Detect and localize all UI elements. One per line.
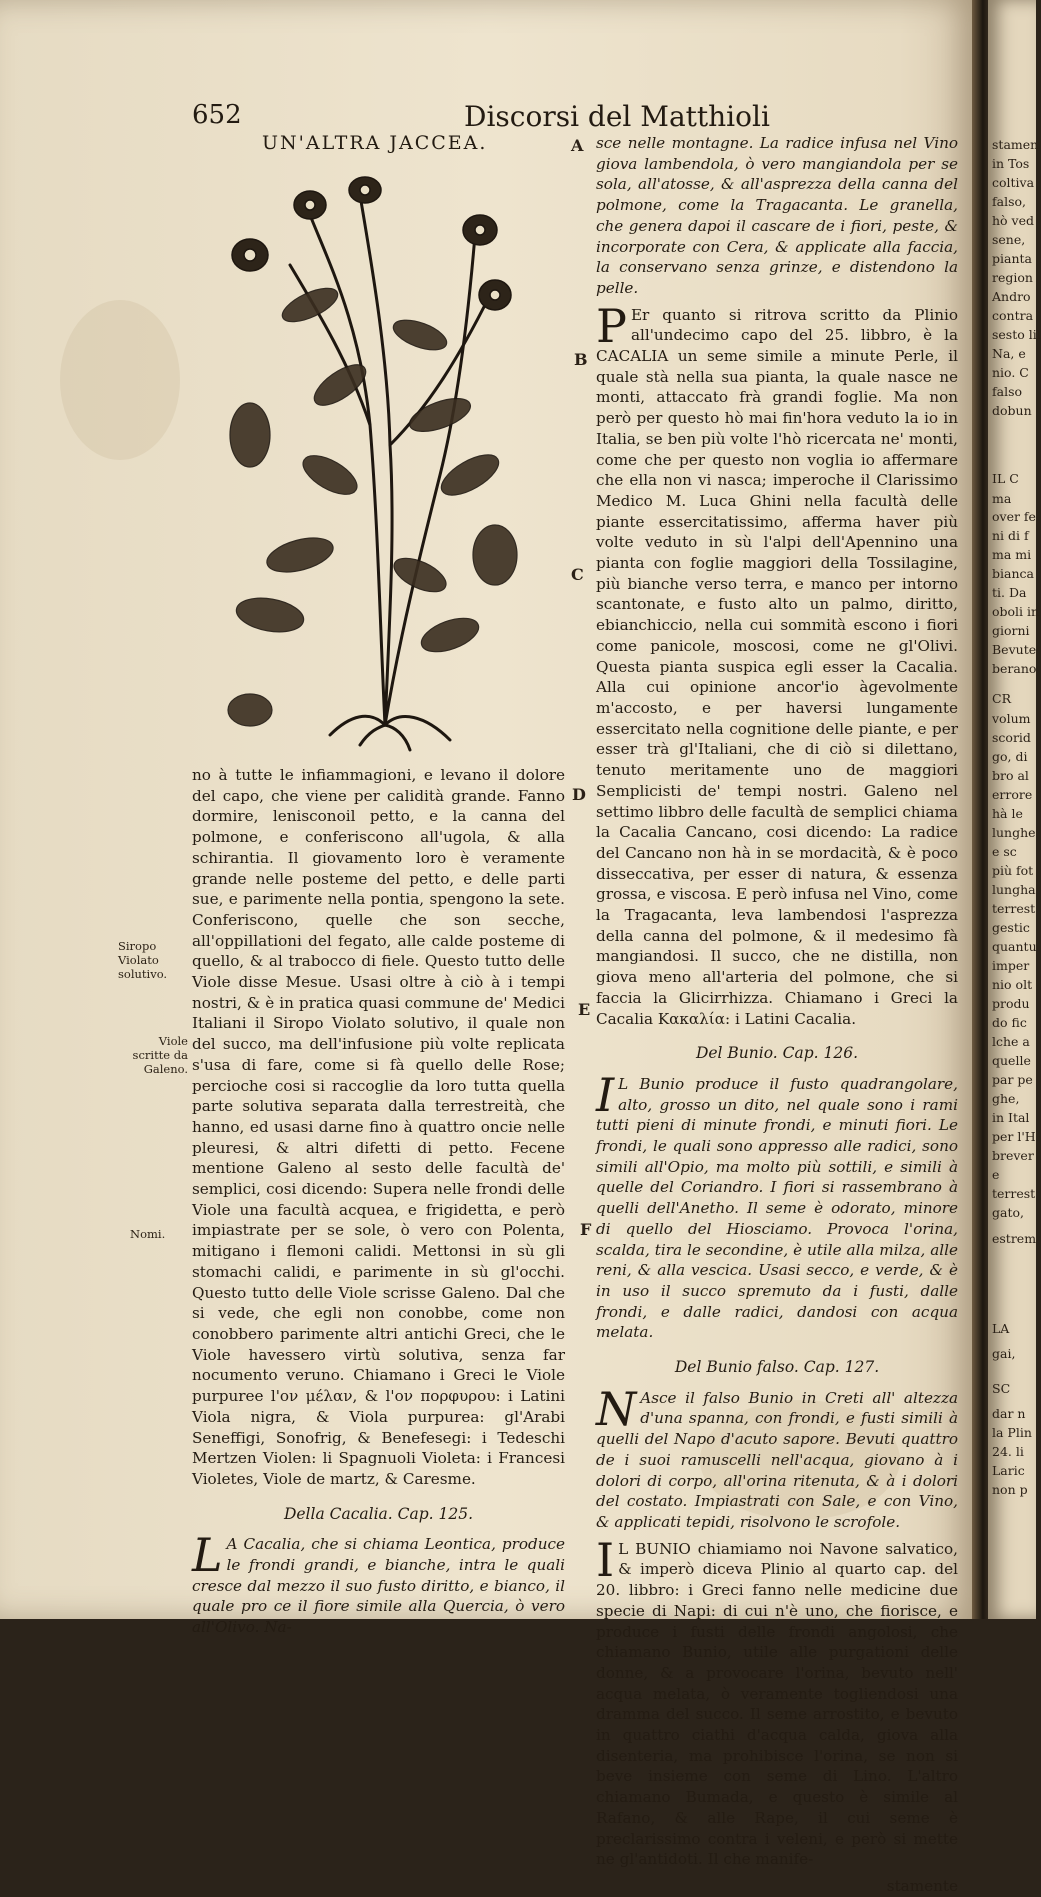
chapter-text: IL Bunio produce il fusto quadrangolare, alto, grosso un dito, nel quale sono i rami tutti pieni di minute frondi, e minuti fiori. Le frondi, le quali sono appresso alle radici, sono simili all'Opio, ma molto più sottili, e simili à quelle del Coriandro. I fiori si rassembrano à quelli dell'Anetho. Il seme è odorato, minore di quello del Hiosciamo. Provoca l'orina, scalda, tira le secondine, è utile alla milza, alle reni, & alla vescica. Usasi secco, e verde, & è in uso il succo spremuto da i fusti, dalle frondi, e dalle radici, dandosi con acqua melata. — [596, 1067, 958, 1342]
next-page-fragment: ma — [992, 491, 1012, 506]
next-page-fragment: in Tos — [992, 156, 1030, 171]
next-page-fragment: Laric — [992, 1463, 1025, 1478]
margin-letter-a: A — [571, 136, 584, 155]
next-page-fragment: par pe — [992, 1072, 1033, 1087]
next-page-fragment: hò ved — [992, 213, 1035, 228]
paper-stain — [60, 300, 180, 460]
next-page-fragment: oboli in — [992, 604, 1040, 619]
next-page-fragment: ni di f — [992, 528, 1029, 543]
next-page-fragment: gato, — [992, 1205, 1024, 1220]
next-page-fragment: gestic — [992, 920, 1030, 935]
margin-letter-b: B — [574, 350, 588, 369]
chapter-title: Del Bunio. Cap. 126. — [695, 1044, 859, 1063]
next-page-fragment: SC — [992, 1381, 1011, 1396]
next-page-fragment: volum — [992, 711, 1031, 726]
figure-title: UN'ALTRA JACCEA. — [262, 132, 488, 154]
next-page-fragment: giorni — [992, 623, 1030, 638]
next-page-fragment: stamen — [992, 137, 1039, 152]
next-page-fragment: imper — [992, 958, 1030, 973]
next-page-fragment: coltiva — [992, 175, 1035, 190]
next-page-fragment: berano — [992, 661, 1037, 676]
next-page-fragment: LA — [992, 1321, 1010, 1336]
catchword: stamente — [886, 1876, 958, 1895]
next-page-fragment: ma mi — [992, 547, 1032, 562]
next-page-fragment: brever — [992, 1148, 1034, 1163]
next-page-fragment: 24. li — [992, 1444, 1024, 1459]
next-page-fragment: lche a — [992, 1034, 1030, 1049]
margin-letter-f: F — [580, 1220, 592, 1239]
next-page-fragment: errore — [992, 787, 1033, 802]
next-page-fragment: quantu — [992, 939, 1037, 954]
next-page-fragment: hà le — [992, 806, 1023, 821]
next-page-fragment: contra — [992, 308, 1034, 323]
next-page-fragment: la Plin — [992, 1425, 1032, 1440]
next-page-fragment: per l'H — [992, 1129, 1036, 1144]
next-page-fragment: ghe, — [992, 1091, 1020, 1106]
next-page-fragment: Bevute — [992, 642, 1037, 657]
next-page-fragment: dar n — [992, 1406, 1026, 1421]
next-page-fragment: do fic — [992, 1015, 1027, 1030]
next-page-fragment: non p — [992, 1482, 1028, 1497]
running-title: Discorsi del Matthioli — [464, 100, 770, 133]
next-page-fragment: produ — [992, 996, 1030, 1011]
next-page-fragment: in Ital — [992, 1110, 1030, 1125]
next-page-fragment: pianta — [992, 251, 1032, 266]
next-page-fragment: dobun — [992, 403, 1032, 418]
next-page-fragment: bianca — [992, 566, 1034, 581]
sidenote-siropo: Siropo Violato solutivo. — [118, 939, 168, 981]
discourse: IL BUNIO chiamiamo noi Navone salvatico, & imperò diceva Plinio al quarto cap. del 20. libbro: i Greci fanno nelle medicine due specie di Napi: di cui n'è uno, che fiorisce, e produce i fusti delle frondi angolosi, che chiamano Bunio, utile alle purgationi delle donne, & a provocare l'orina, bevuto nell' acqua melata, ò veramente togliendosi una dramma del succo. Il seme arrostito, e bevuto in quattro ciathi d'acqua calda, giova alla disenteria, ma prohibisce l'orina, se non si beve insieme con seme di Lino. L'altro chiamano Bumada, e questo è simile al Rafano, & alle Rape, il cui seme è preclarissimo contra i veleni, e però si mette ne gl'antidoti. Il che manife- — [596, 1532, 958, 1869]
next-page-fragment: nio olt — [992, 977, 1033, 992]
next-page-fragment: go, di — [992, 749, 1028, 764]
next-page-fragment: bro al — [992, 768, 1029, 783]
woodcut-illustration — [210, 175, 555, 755]
next-page-fragment: falso — [992, 384, 1023, 399]
chapter-title: Del Bunio falso. Cap. 127. — [674, 1358, 880, 1377]
next-page-fragment: terrest — [992, 1186, 1036, 1201]
chapter-text: LA Cacalia, che si chiama Leontica, produce le frondi grandi, e bianche, intra le quali cresce dal mezzo il suo fusto diritto, e bianco, il quale pro ce il fiore simile alla Quercia, ò vero all'Olivo. Na- — [192, 1528, 565, 1637]
next-page-fragment: lunghe — [992, 825, 1036, 840]
sidenote-nomi: Nomi. — [130, 1227, 166, 1241]
next-page-fragment: sesto lil — [992, 327, 1041, 342]
next-page-fragment: over fe — [992, 509, 1036, 524]
next-page-fragment: e — [992, 1167, 1000, 1182]
next-page-fragment: estrem — [992, 1231, 1037, 1246]
next-page-fragment: sene, — [992, 232, 1026, 247]
next-page-fragment: region — [992, 270, 1033, 285]
italic-intro: sce nelle montagne. La radice infusa nel Vino giova lambendola, ò vero mangiandola per se sola, all'atosse, & all'asprezza della canna del polmone, come la Tragacanta. Le granella, che genera dapoi il cascare de i fiori, peste, & incorporate con Cera, & applicate alla faccia, la conservano senza grinze, e distendono la pelle. — [596, 134, 958, 297]
page-number: 652 — [192, 100, 242, 130]
next-page-fragment: più fot — [992, 863, 1034, 878]
margin-letter-c: C — [571, 565, 584, 584]
next-page-fragment: scorid — [992, 730, 1031, 745]
chapter-title: Della Cacalia. Cap. 125. — [283, 1504, 474, 1523]
chapter-text: NAsce il falso Bunio in Creti all' altezza d'una spanna, con frondi, e fusti simili à quelli del Napo d'acuto sapore. Bevuti quattro de i suoi ramuscelli nell'acqua, giovano à i dolori di corpo, all'orina ritenuta, & à i dolori del costato. Impiastrati con Sale, e con Vino, & applicati tepidi, risolvono le scrofole. — [596, 1381, 958, 1531]
next-page-fragment: Andro — [992, 289, 1031, 304]
next-page-fragment: terrest — [992, 901, 1036, 916]
next-page-fragment: Na, e — [992, 346, 1026, 361]
sidenote-viole-galeno: Viole scritte da Galeno. — [132, 1034, 188, 1076]
left-column — [192, 765, 565, 1644]
next-page-fragment: quelle — [992, 1053, 1031, 1068]
next-page-fragment: e sc — [992, 844, 1017, 859]
next-page-fragment: IL C — [992, 471, 1019, 486]
next-page-fragment: ti. Da — [992, 585, 1027, 600]
discourse: PEr quanto si ritrova scritto da Plinio all'undecimo capo del 25. libbro, è la CACALIA un seme simile a minute Perle, il quale stà nella sua pianta, la quale nasce ne monti, attaccato frà grandi foglie. Ma non però per questo hò mai fin'hora veduto la io in Italia, se ben più volte l'hò ricercata ne' monti, come che per questo non voglia io affermare che ella non vi nasca; imperoche il Clarissimo Medico M. Luca Ghini nella facultà delle piante essercitatissimo, afferma haver più volte veduto in sù l'alpi dell'Apennino una pianta con foglie maggiori della Tossilagine, più bianche verso terra, e manco per intorno scantonate, e fusto alto un palmo, diritto, ebianchiccio, nella cui sommità escono i fiori come panicole, moscosi, come ne gl'Olivi. Questa pianta suspica egli esser la Cacalia. Alla cui opinione ancor'io àgevolmente m'accosto, e per haversi lungamente essercitato nella cognitione delle piante, e per esser trà gl'Italiani, che di ciò si dilettano, tenuto meritamente uno de maggiori Semplicisti de' tempi nostri. Galeno nel settimo libbro delle facultà de semplici chiama la Cacalia Cancano, cosi dicendo: La radice del Cancano non hà in se mordacità, & è poco disseccativa, per esser di natura, & essenza grossa, e viscosa. E però infusa nel Vino, come la Tragacanta, leva lambendosi l'asprezza della canna del polmone, & il medesimo fà mangiandosi. Il succo, che ne distilla, non giova meno all'arteria del polmone, che si faccia la Glicirrhizza. Chiamano i Greci la Cacalia Κακαλία: i Latini Cacalia. — [596, 298, 958, 1028]
next-page-fragment: gai, — [992, 1346, 1016, 1361]
paragraph: no à tutte le infiammagioni, e levano il dolore del capo, che viene per calidità grande. Fanno dormire, lenisconoil petto, e la canna del polmone, e conferiscono all'ugola, & alla schirantia. Il giovamento loro è veramente grande nelle posteme del petto, e delle parti sue, e parimente nella pontia, spengono la sete. Conferiscono, quelle che son secche, all'oppillationi del fegato, alle calde posteme di quello, & al trabocco di fiele. Questo tutto delle Viole disse Mesue. Usasi oltre à ciò à i tempi nostri, & è in pratica quasi commune de' Medici Italiani il Siropo Violato solutivo, il quale non del succo, ma dell'infusione più volte replicata s'usa di fare, come si fà quello delle Rose; percioche cosi si raccoglie da loro tutta quella parte solutiva separata dalla terrestreità, che hanno, ed usasi darne fino à quattro oncie nelle pleuresi, & altri difetti di petto. Fecene mentione Galeno al sesto delle facultà de' semplici, cosi dicendo: Supera nelle frondi delle Viole una facultà acquea, e frigidetta, e però impiastrate per se sole, ò vero con Polenta, mitigano i flemoni calidi. Mettonsi in sù gli stomachi calidi, e parimente in sù gl'occhi. Questo tutto delle Viole scrisse Galeno. Dal che si vede, che egli non conobbe, come non conobbero parimente altri antichi Greci, che le Viole havessero virtù solutiva, senza far nocumento veruno. Chiamano i Greci le Viole purpuree l'ον μέλαν, & l'ον πορφυρου: i Latini Viola nigra, & Viola purpurea: gl'Arabi Seneffigi, Sonofrig, & Benefesegi: i Tedeschi Mertzen Violen: li Spagnuoli Violeta: i Francesi Violetes, Viole de martz, & Caresme. — [192, 766, 565, 1488]
right-column — [596, 133, 958, 1897]
next-page-fragment: nio. C — [992, 365, 1029, 380]
next-page-edge — [988, 0, 1041, 1619]
margin-letter-d: D — [572, 785, 586, 804]
next-page-fragment: CR — [992, 691, 1011, 706]
next-page-fragment: falso, — [992, 194, 1026, 209]
next-page-fragment: lungha — [992, 882, 1036, 897]
margin-letter-e: E — [578, 1000, 591, 1019]
